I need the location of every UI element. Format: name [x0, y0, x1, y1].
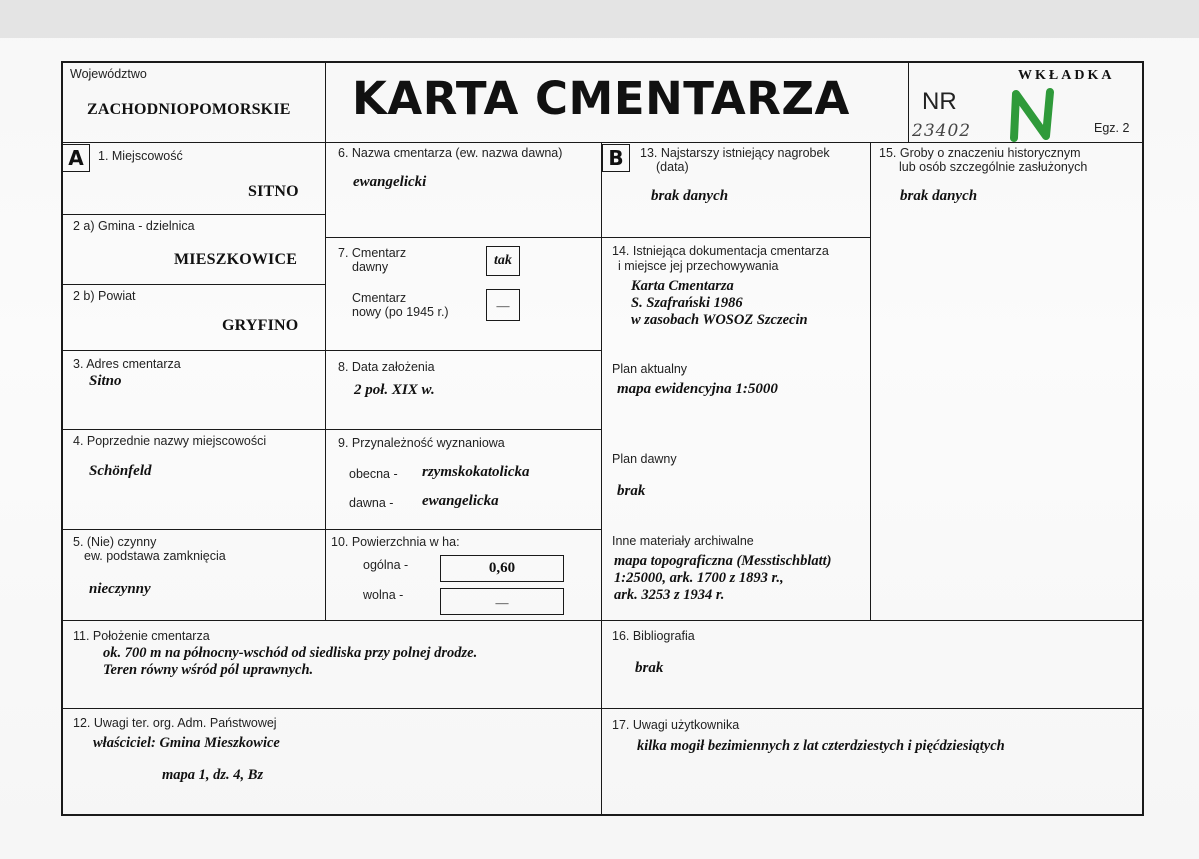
f5-label-2: ew. podstawa zamknięcia — [84, 549, 226, 563]
f10-total-label: ogólna - — [363, 558, 409, 572]
f2a-value: MIESZKOWICE — [174, 251, 298, 268]
plan-current-label: Plan aktualny — [612, 362, 688, 376]
f13-label: 13. Najstarszy istniejący nagrobek — [640, 146, 830, 160]
f7-new-box: — — [486, 289, 520, 321]
f15-value: brak danych — [900, 188, 978, 204]
f2a-label: 2 a) Gmina - dzielnica — [73, 219, 195, 233]
f14-value-1: Karta Cmentarza — [631, 278, 734, 294]
f2b-label: 2 b) Powiat — [73, 289, 136, 303]
f16-label: 16. Bibliografia — [612, 629, 695, 643]
copy-label: Egz. 2 — [1094, 121, 1130, 135]
other-materials-value-2: 1:25000, ark. 1700 z 1893 r., — [614, 570, 784, 586]
f9-former-value: ewangelicka — [422, 493, 499, 509]
section-a-marker: A — [62, 144, 90, 172]
other-materials-value-1: mapa topograficzna (Messtischblatt) — [614, 553, 832, 569]
f12-value-1: właściciel: Gmina Mieszkowice — [93, 735, 280, 751]
divider — [326, 237, 871, 238]
f15-label: 15. Groby o znaczeniu historycznym — [879, 146, 1081, 160]
divider — [61, 350, 601, 351]
f1-value: SITNO — [248, 183, 299, 200]
f14-value-3: w zasobach WOSOZ Szczecin — [631, 312, 808, 328]
divider — [61, 284, 326, 285]
f7-new-label: Cmentarz — [352, 291, 407, 305]
divider — [61, 429, 601, 430]
f11-value-2: Teren równy wśród pól uprawnych. — [103, 662, 314, 678]
plan-current-value: mapa ewidencyjna 1:5000 — [617, 381, 778, 397]
other-materials-value-3: ark. 3253 z 1934 r. — [614, 587, 725, 603]
f14-value-2: S. Szafrański 1986 — [631, 295, 743, 311]
f9-current-label: obecna - — [349, 467, 398, 481]
divider — [870, 142, 871, 620]
scan-border — [0, 0, 1199, 38]
f12-value-2: mapa 1, dz. 4, Bz — [162, 767, 264, 783]
section-b-marker: B — [602, 144, 630, 172]
f8-value: 2 poł. XIX w. — [354, 382, 435, 398]
f4-label: 4. Poprzednie nazwy miejscowości — [73, 434, 267, 448]
divider — [61, 620, 1144, 621]
plan-old-value: brak — [617, 483, 646, 499]
f2b-value: GRYFINO — [222, 317, 299, 334]
f9-former-label: dawna - — [349, 496, 394, 510]
divider — [61, 142, 1144, 143]
f3-label: 3. Adres cmentarza — [73, 357, 181, 371]
f1-label: 1. Miejscowość — [98, 149, 183, 163]
f14-label-2: i miejsce jej przechowywania — [618, 259, 779, 273]
f10-total-box: 0,60 — [440, 555, 564, 582]
f9-current-value: rzymskokatolicka — [422, 464, 530, 480]
divider — [61, 708, 1144, 709]
voivodeship-value: ZACHODNIOPOMORSKIE — [87, 101, 291, 118]
letter-n-stamp — [1008, 88, 1056, 142]
f7-label-2: dawny — [352, 260, 389, 274]
f12-label: 12. Uwagi ter. org. Adm. Państwowej — [73, 716, 277, 730]
divider — [908, 61, 909, 142]
f6-value: ewangelicki — [353, 174, 427, 190]
f5-value: nieczynny — [89, 581, 151, 597]
f14-label: 14. Istniejąca dokumentacja cmentarza — [612, 244, 829, 258]
f17-label: 17. Uwagi użytkownika — [612, 718, 740, 732]
f3-value: Sitno — [89, 373, 122, 389]
f17-value: kilka mogił bezimiennych z lat czterdziestych i pięćdziesiątych — [637, 738, 1005, 754]
divider — [601, 142, 602, 816]
f13-label-2: (data) — [656, 160, 689, 174]
f6-label: 6. Nazwa cmentarza (ew. nazwa dawna) — [338, 146, 563, 160]
nr-handwritten: 23402 — [912, 121, 972, 141]
f15-label-2: lub osób szczególnie zasłużonych — [899, 160, 1088, 174]
insert-label: WKŁADKA — [1018, 68, 1115, 83]
page-title: KARTA CMENTARZA — [352, 72, 850, 125]
voivodeship-label: Województwo — [70, 67, 147, 81]
other-materials-label: Inne materiały archiwalne — [612, 534, 754, 548]
f8-label: 8. Data założenia — [338, 360, 435, 374]
f5-label: 5. (Nie) czynny — [73, 535, 157, 549]
f4-value: Schönfeld — [89, 463, 152, 479]
divider — [61, 214, 326, 215]
divider — [325, 61, 326, 620]
divider — [61, 529, 601, 530]
f11-label: 11. Położenie cmentarza — [73, 629, 210, 643]
f10-free-box: — — [440, 588, 564, 615]
plan-old-label: Plan dawny — [612, 452, 677, 466]
f10-free-label: wolna - — [363, 588, 404, 602]
f13-value: brak danych — [651, 188, 729, 204]
f9-label: 9. Przynależność wyznaniowa — [338, 436, 505, 450]
f7-old-box: tak — [486, 246, 520, 276]
f7-label: 7. Cmentarz — [338, 246, 407, 260]
f11-value-1: ok. 700 m na północny-wschód od siedliska przy polnej drodze. — [103, 645, 478, 661]
f10-label: 10. Powierzchnia w ha: — [331, 535, 460, 549]
nr-label: NR — [922, 88, 957, 115]
f16-value: brak — [635, 660, 664, 676]
f7-new-label-2: nowy (po 1945 r.) — [352, 305, 449, 319]
